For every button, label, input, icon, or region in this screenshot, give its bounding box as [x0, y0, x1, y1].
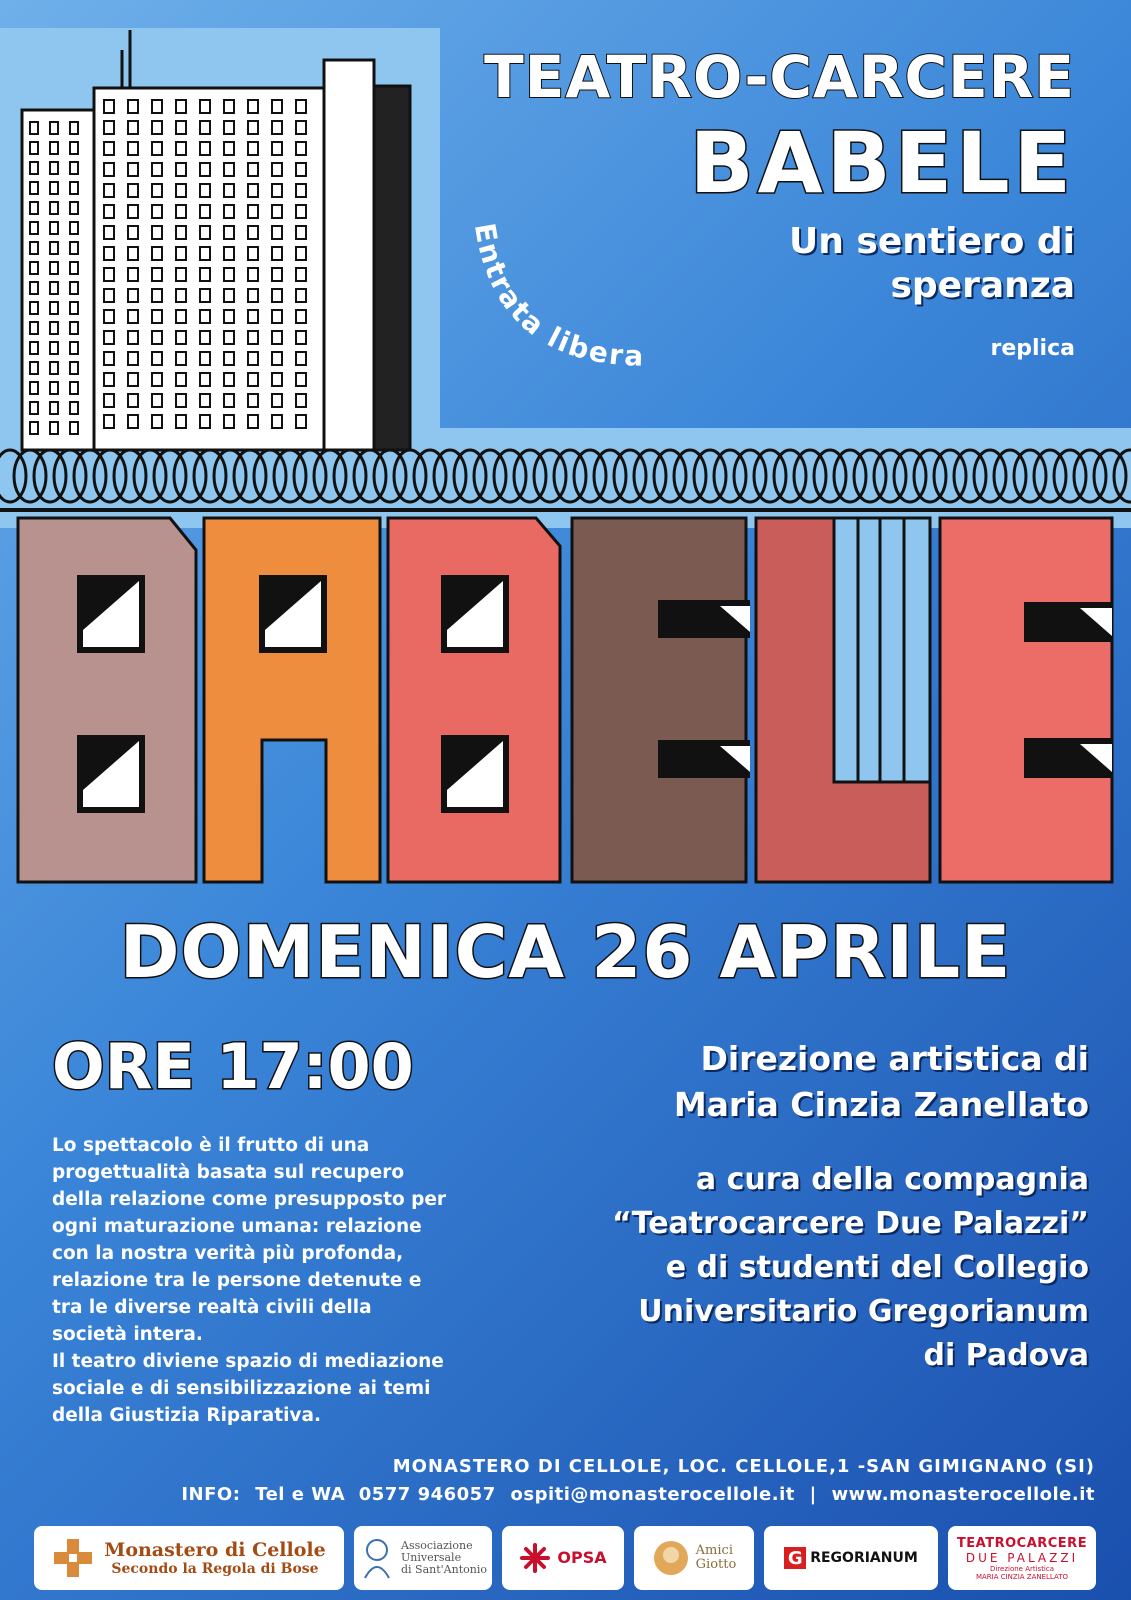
email-link[interactable]: ospiti@monasterocellole.it — [510, 1484, 795, 1505]
company-line-4: Universitario Gregorianum — [638, 1294, 1089, 1329]
company-line-3: e di studenti del Collegio — [665, 1250, 1089, 1285]
tagline-line-2: speranza — [890, 265, 1075, 306]
main-title: BABELE — [689, 114, 1075, 212]
letter-b-2 — [388, 518, 560, 882]
replica-label: replica — [990, 336, 1075, 361]
logo-sant-antonio — [354, 1526, 492, 1590]
opsa-cross-icon — [519, 1542, 551, 1574]
tagline-line-1: Un sentiero di — [789, 221, 1075, 262]
letter-l-bars — [834, 518, 930, 782]
description-line: Il teatro diviene spazio di mediazione — [52, 1351, 444, 1372]
company-line-2: “Teatrocarcere Due Palazzi” — [612, 1206, 1089, 1241]
description-line: con la nostra verità più profonda, — [52, 1243, 404, 1264]
phone[interactable]: Tel e WA 0577 946057 — [255, 1484, 496, 1505]
sponsor-logos — [34, 1526, 1100, 1590]
teatro-line-2: DUE PALAZZI — [965, 1550, 1079, 1565]
description-line: tra le diverse realtà civili della — [52, 1297, 372, 1318]
website-link[interactable]: www.monasterocellole.it — [831, 1484, 1095, 1505]
description-line: Lo spettacolo è il frutto di una — [52, 1135, 370, 1156]
company-line-1: a cura della compagnia — [695, 1162, 1089, 1197]
cellole-name: Monastero di Cellole — [104, 1539, 326, 1561]
direction-line-2: Maria Cinzia Zanellato — [673, 1085, 1089, 1124]
description — [52, 1132, 532, 1429]
amici-line-2: Giotto — [695, 1557, 737, 1572]
letter-b-1 — [18, 518, 196, 882]
antonio-line-1: Associazione — [401, 1539, 473, 1552]
letter-a — [204, 518, 380, 882]
separator: | — [809, 1484, 817, 1505]
cross-icon — [52, 1537, 94, 1579]
title-block — [484, 40, 1075, 361]
direction-line-1: Direzione artistica di — [700, 1039, 1089, 1078]
logo-opsa — [502, 1526, 624, 1590]
teatro-line-4: MARIA CINZIA ZANELLATO — [975, 1572, 1069, 1581]
antonio-line-3: di Sant'Antonio — [401, 1563, 487, 1576]
company-line-5: di Padova — [923, 1338, 1089, 1373]
teatro-line-1: TEATROCARCERE — [956, 1535, 1088, 1551]
entrance-free-text: Entrata libera — [467, 220, 646, 373]
event-date: DOMENICA 26 APRILE — [119, 910, 1012, 994]
description-line: società intera. — [52, 1324, 203, 1345]
amici-line-1: Amici — [695, 1543, 733, 1558]
gregorianum-g-mark: G — [784, 1547, 806, 1569]
description-line: sociale e di sensibilizzazione ai temi — [52, 1378, 431, 1399]
cellole-rule: Secondo la Regola di Bose — [111, 1561, 319, 1577]
antonio-line-2: Universale — [401, 1551, 462, 1564]
letter-e-1 — [572, 518, 746, 882]
contact-info — [173, 1484, 1095, 1505]
description-line: progettualità basata sul recupero — [52, 1162, 405, 1183]
logo-amici-giotto — [634, 1526, 754, 1590]
description-line: ogni maturazione umana: relazione — [52, 1216, 422, 1237]
pretitle: TEATRO-CARCERE — [484, 43, 1075, 111]
logo-monastero-cellole — [34, 1526, 344, 1590]
gregorianum-label: REGORIANUM — [810, 1550, 918, 1566]
info-label: INFO: — [181, 1484, 241, 1505]
logo-gregorianum — [764, 1526, 938, 1590]
venue-address: MONASTERO DI CELLOLE, LOC. CELLOLE,1 -SAN GIMIGNANO (SI) — [392, 1456, 1095, 1477]
description-line: della Giustizia Riparativa. — [52, 1405, 321, 1426]
logo-teatrocarcere — [948, 1526, 1096, 1590]
opsa-label: OPSA — [557, 1548, 607, 1567]
teatro-line-3: Direzione Artistica — [989, 1564, 1055, 1573]
giotto-face-icon — [652, 1539, 690, 1577]
saint-emblem-icon — [359, 1536, 395, 1580]
description-line: della relazione come presupposto per — [52, 1189, 447, 1210]
description-line: relazione tra le persone detenute e — [52, 1270, 422, 1291]
letter-e-2 — [940, 518, 1112, 882]
event-time: ORE 17:00 — [52, 1030, 414, 1103]
credits — [529, 1036, 1089, 1378]
babele-letters-illustration — [0, 510, 1131, 890]
